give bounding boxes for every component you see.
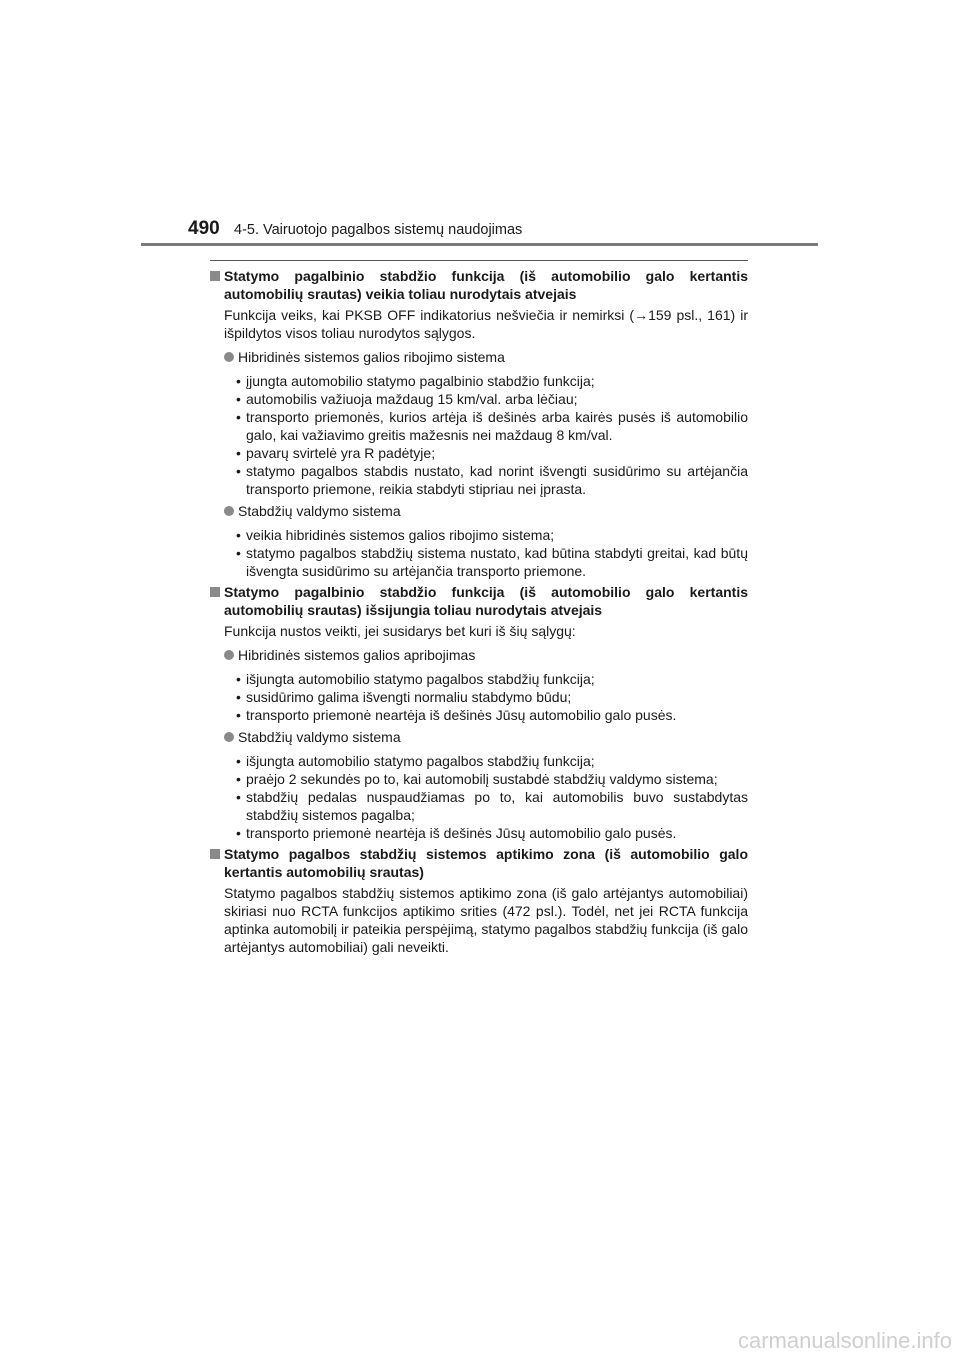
- bullet-list: [210, 526, 748, 580]
- bullet-icon: •: [236, 409, 241, 425]
- square-bullet-icon: [210, 271, 220, 281]
- bullet-icon: •: [236, 445, 241, 461]
- chapter-title: 4-5. Vairuotojo pagalbos sistemų naudojimas: [234, 222, 523, 238]
- bullet-icon: •: [236, 527, 241, 543]
- bullet-list: [210, 752, 748, 842]
- circle-bullet-icon: [224, 732, 234, 742]
- list-item-text: transporto priemonė neartėja iš dešinės Jūsų automobilio galo pusės.: [246, 825, 677, 841]
- section-heading: [210, 583, 748, 619]
- subsection-title-text: Stabdžių valdymo sistema: [238, 503, 401, 519]
- bullet-list: [210, 670, 748, 724]
- list-item-text: veikia hibridinės sistemos galios ribojimo sistema;: [246, 527, 555, 543]
- list-item: [210, 670, 748, 688]
- list-item-text: statymo pagalbos stabdis nustato, kad norint išvengti susidūrimo su artėjančia transporto priemone, reikia stabdyti stipriau nei įprasta.: [246, 463, 748, 497]
- section-paragraph: Statymo pagalbos stabdžių sistemos aptikimo zona (iš galo artėjantys automobiliai) skiriasi nuo RCTA funkcijos aptikimo srities (472 psl.). Todėl, net jei RCTA funkcija aptinka automobilį ir pateikia perspėjimą, statymo pagalbos stabdžių funkcija (iš galo artėjantys automobiliai) gali neveikti.: [224, 885, 748, 955]
- bullet-icon: •: [236, 753, 241, 769]
- subsection-title: [210, 348, 748, 366]
- list-item-text: transporto priemonė neartėja iš dešinės Jūsų automobilio galo pusės.: [246, 707, 677, 723]
- bullet-icon: •: [236, 825, 241, 841]
- section-heading-text: Statymo pagalbinio stabdžio funkcija (iš automobilio galo kertantis automobilių srautas) išsijungia toliau nurodytais atvejais: [224, 584, 748, 618]
- square-bullet-icon: [210, 587, 220, 597]
- list-item: [210, 462, 748, 498]
- square-bullet-icon: [210, 849, 220, 859]
- list-item-text: susidūrimo galima išvengti normaliu stabdymo būdu;: [246, 689, 572, 705]
- bullet-icon: •: [236, 771, 241, 787]
- list-item-text: automobilis važiuoja maždaug 15 km/val. arba lėčiau;: [246, 391, 578, 407]
- section-heading: [210, 267, 748, 303]
- list-item: [210, 688, 748, 706]
- header-divider: [141, 243, 818, 246]
- circle-bullet-icon: [224, 650, 234, 660]
- section-heading: [210, 845, 748, 881]
- section-divider: [210, 260, 748, 261]
- list-item-text: įjungta automobilio statymo pagalbinio stabdžio funkcija;: [246, 373, 595, 389]
- circle-bullet-icon: [224, 352, 234, 362]
- section-heading-text: Statymo pagalbos stabdžių sistemos aptikimo zona (iš automobilio galo kertantis automobilių srautas): [224, 846, 748, 880]
- list-item: [210, 770, 748, 788]
- list-item-text: stabdžių pedalas nuspaudžiamas po to, kai automobilis buvo sustabdytas stabdžių sistemos pagalba;: [246, 789, 748, 823]
- section-paragraph: Funkcija veiks, kai PKSB OFF indikatorius nešviečia ir nemirksi (→159 psl., 161) ir išpildytos visos toliau nurodytos sąlygos.: [224, 307, 748, 341]
- bullet-icon: •: [236, 391, 241, 407]
- bullet-icon: •: [236, 545, 241, 561]
- list-item-text: išjungta automobilio statymo pagalbos stabdžių funkcija;: [246, 753, 595, 769]
- circle-bullet-icon: [224, 506, 234, 516]
- list-item: [210, 390, 748, 408]
- bullet-icon: •: [236, 463, 241, 479]
- section-heading-text: Statymo pagalbinio stabdžio funkcija (iš automobilio galo kertantis automobilių srautas) veikia toliau nurodytais atvejais: [224, 268, 748, 302]
- subsection-title-text: Hibridinės sistemos galios ribojimo sistema: [238, 349, 505, 365]
- list-item: [210, 788, 748, 824]
- list-item: [210, 372, 748, 390]
- main-content: [210, 260, 748, 962]
- list-item: [210, 444, 748, 462]
- bullet-icon: •: [236, 671, 241, 687]
- list-item-text: statymo pagalbos stabdžių sistema nustato, kad būtina stabdyti greitai, kad būtų išvengta susidūrimo su artėjančia transporto priemone.: [246, 545, 748, 579]
- subsection-title: [210, 646, 748, 664]
- subsection-title-text: Hibridinės sistemos galios apribojimas: [238, 647, 476, 663]
- list-item-text: pavarų svirtelė yra R padėtyje;: [246, 445, 436, 461]
- list-item: [210, 526, 748, 544]
- subsection-title: [210, 728, 748, 746]
- bullet-icon: •: [236, 689, 241, 705]
- list-item-text: praėjo 2 sekundės po to, kai automobilį sustabdė stabdžių valdymo sistema;: [246, 771, 718, 787]
- list-item-text: išjungta automobilio statymo pagalbos stabdžių funkcija;: [246, 671, 595, 687]
- bullet-icon: •: [236, 789, 241, 805]
- page-number: 490: [188, 218, 220, 239]
- bullet-icon: •: [236, 707, 241, 723]
- bullet-list: [210, 372, 748, 498]
- list-item: [210, 706, 748, 724]
- list-item: [210, 752, 748, 770]
- bullet-icon: •: [236, 373, 241, 389]
- list-item-text: transporto priemonės, kurios artėja iš dešinės arba kairės pusės iš automobilio galo, kai važiavimo greitis mažesnis nei maždaug 8 km/val.: [246, 409, 748, 443]
- section-paragraph: Funkcija nustos veikti, jei susidarys bet kuri iš šių sąlygų:: [224, 623, 576, 639]
- subsection-title: [210, 502, 748, 520]
- watermark: carmanualsonline.info: [737, 1328, 952, 1353]
- list-item: [210, 408, 748, 444]
- list-item: [210, 824, 748, 842]
- subsection-title-text: Stabdžių valdymo sistema: [238, 729, 401, 745]
- list-item: [210, 544, 748, 580]
